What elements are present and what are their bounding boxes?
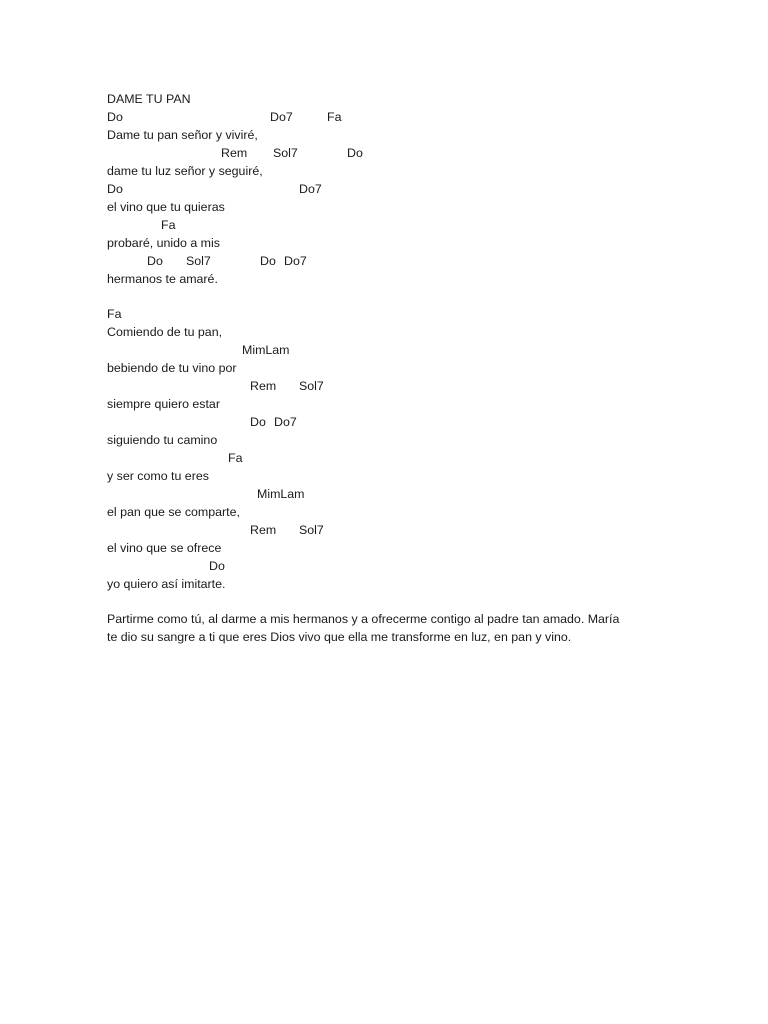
lyric-line: probaré, unido a mis — [107, 236, 220, 250]
paragraph-line: te dio su sangre a ti que eres Dios vivo que ella me transforme en luz, en pan y vino. — [107, 630, 572, 644]
chord: Do7 — [270, 110, 293, 124]
lyric-line: el pan que se comparte, — [107, 505, 240, 519]
chord: Do — [347, 146, 363, 160]
chord: Do7 — [299, 182, 322, 196]
lyric-line: bebiendo de tu vino por — [107, 361, 237, 375]
chord: Do — [250, 415, 266, 429]
lyric-line: Comiendo de tu pan, — [107, 325, 223, 339]
lyric-line: y ser como tu eres — [107, 469, 209, 483]
lyric-line: el vino que tu quieras — [107, 200, 225, 214]
chord: Do — [107, 110, 123, 124]
lyric-line: el vino que se ofrece — [107, 541, 222, 555]
chord: Fa — [228, 451, 243, 465]
lyric-line: siguiendo tu camino — [107, 433, 218, 447]
chord: Sol7 — [299, 379, 324, 393]
chord: Sol7 — [299, 523, 324, 537]
chord: Do7 — [284, 254, 307, 268]
chord: Do — [107, 182, 123, 196]
chord: MimLam — [242, 343, 290, 357]
chord: Rem — [250, 379, 277, 393]
song-title: DAME TU PAN — [107, 92, 191, 106]
chord: Fa — [327, 110, 342, 124]
chord: Sol7 — [273, 146, 298, 160]
lyric-line: siempre quiero estar — [107, 397, 220, 411]
chord: MimLam — [257, 487, 305, 501]
chord: Sol7 — [186, 254, 211, 268]
chord: Do7 — [274, 415, 297, 429]
lyric-line: dame tu luz señor y seguiré, — [107, 164, 263, 178]
lyric-line: Dame tu pan señor y viviré, — [107, 128, 258, 142]
lyric-line: yo quiero así imitarte. — [107, 577, 226, 591]
chord: Do — [209, 559, 225, 573]
chord: Fa — [161, 218, 176, 232]
chord: Do — [147, 254, 163, 268]
chord: Fa — [107, 307, 122, 321]
lyric-line: hermanos te amaré. — [107, 272, 218, 286]
chord: Do — [260, 254, 276, 268]
chord: Rem — [221, 146, 248, 160]
chord: Rem — [250, 523, 277, 537]
paragraph-line: Partirme como tú, al darme a mis hermanos y a ofrecerme contigo al padre tan amado. María — [107, 612, 620, 626]
